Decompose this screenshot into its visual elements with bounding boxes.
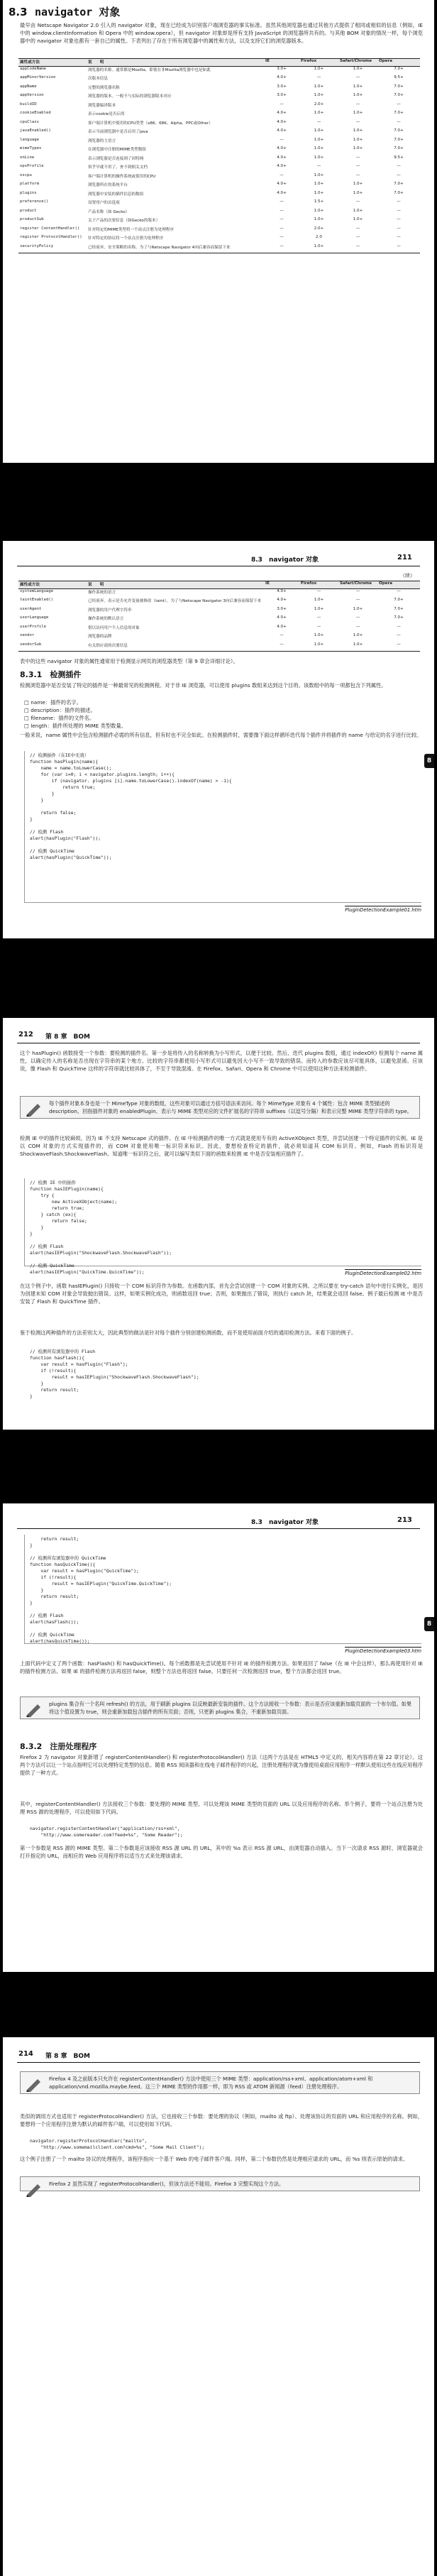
- list-item: □ filename：插件的文件名。: [24, 714, 126, 722]
- table-cell: 1.0+: [314, 93, 324, 97]
- table-cell: 7.0+: [394, 146, 404, 150]
- table-cell: —: [355, 172, 360, 177]
- table-row: [18, 244, 420, 253]
- table-row: [18, 191, 420, 200]
- code-block: // 检测所有浏览器中的 Flash function hasFlash(){ var result = hasPlugin("Flash"); if (!result){ result = hasIEPlugin("ShockwaveFlash.ShockwaveFlash"); } return result; }: [30, 1349, 199, 1399]
- header-chapter: 第 8 章 BOM: [45, 1034, 90, 1041]
- page-number: 214: [18, 2050, 33, 2058]
- table-cell: 1.0+: [353, 128, 363, 133]
- header-chapter: 第 8 章 BOM: [45, 2053, 90, 2060]
- table-cell: 3.0+: [277, 93, 287, 97]
- table-cell: 4.0+: [277, 111, 287, 115]
- table-cell: 表示浏览器是否连接到了因特网: [88, 156, 144, 161]
- paragraph: 第一个参数是 RSS 源的 MIME 类型。第二个参数是应该接收 RSS 源 URL 的 URL，其中的 %s 表示 RSS 源 URL，由浏览器自动插入。当下一次请求 RSS 源时，浏览器就会打开指定的 URL，而相应的 Web 应用程序将以适当方式来处理该请求。: [20, 1845, 423, 1859]
- paragraph: 检测 IE 中的插件比较麻烦，因为 IE 不支持 Netscape 式的插件。在 IE 中检测插件的唯一方式就是使用专有的 ActiveXObject 类型，并尝试创建一个特定插件的实例。IE 是以 COM 对象的方式实现插件的，而 COM 对象使用唯一标识符来标识。因此，要想检查特定的插件，就必须知道其 COM 标识符。例如，Flash 的标识符是 ShockwaveFlash.ShockwaveFlash。知道唯一标识符之后，就可以编写类似下面的函数来检测 IE 中是否安装相应插件了。: [20, 1135, 423, 1157]
- table-row: [18, 217, 420, 226]
- table-cell: —: [355, 624, 360, 629]
- table-row: [18, 67, 420, 76]
- table-row: [18, 102, 420, 111]
- table-cell: —: [280, 208, 284, 213]
- table-cell: —: [397, 633, 401, 637]
- table-cell: 1.0+: [314, 182, 324, 186]
- table-cell: —: [355, 155, 360, 160]
- table-cell: 7.0+: [394, 606, 404, 611]
- paragraph: 这个例子注册了一个 mailto 协议的处理程序，该程序指向一个基于 Web 的电子邮件客户端。同样，第二个参数仍然是处理相应请求的 URL，而 %s 则表示原始的请求。: [20, 2156, 409, 2162]
- table-cell: 1.0+: [353, 146, 363, 150]
- paragraph: 在这个例子中，函数 hasIEPlugin() 只接收一个 COM 标识符作为参数。在函数内部，首先会尝试创建一个 COM 对象的实例。之所以要在 try-catch 语句中进行实例化，是因为创建未知 COM 对象会导致抛出错误。这样，如果实例化成功，则函数返回 true；否则，如果抛出了错误，则执行 catch 块，结果就会返回 false。例子最后检测 IE 中是否安装了 Flash 和 QuickTime 插件。: [20, 1283, 423, 1305]
- table-cell: —: [397, 226, 401, 231]
- table-row: [18, 642, 420, 652]
- table-row: [18, 607, 420, 616]
- after-table-text: 表中的这些 navigator 对象的属性通常用于检测显示网页的浏览器类型（第 9 章会详细讨论）。: [20, 658, 238, 664]
- example-file-name: PluginDetectionExample01.htm: [345, 907, 421, 913]
- table-cell: 7.0+: [394, 190, 404, 195]
- table-cell: 7.0+: [394, 182, 404, 186]
- table-cell: 浏览器的用户代理字符串: [88, 608, 132, 613]
- page-number: 212: [18, 1031, 33, 1038]
- table-cell: —: [397, 208, 401, 213]
- table-row: [18, 182, 420, 191]
- paragraph: 检测浏览器中是否安装了特定的插件是一种最常见的检测例程。对于非 IE 浏览器，可以使用 plugins 数组来达到这个目的。该数组中的每一项都包含下列属性。: [20, 682, 387, 689]
- table-cell: 4.0+: [277, 615, 287, 620]
- continued-label: （续）: [400, 573, 415, 579]
- table-cell: 浏览器的主语言: [88, 138, 116, 143]
- page-1: [3, 0, 434, 463]
- subsection-heading: 8.3.1 检测插件: [20, 670, 82, 679]
- table-cell: onLine: [20, 155, 35, 160]
- table-cell: 2.0+: [314, 226, 324, 231]
- table-row: [18, 84, 420, 94]
- table-header-row: [18, 59, 420, 67]
- running-header: [3, 1029, 434, 1043]
- page-5: [3, 2037, 434, 2576]
- table-cell: 7.0+: [394, 137, 404, 142]
- paragraph: 这个 hasPlugin() 函数接受一个参数：要检测的插件名。第一步是将传入的名称转换为小写形式，以便于比较。然后，迭代 plugins 数组，通过 indexOf() 检测每个 name 属性，以确定传入的名称是否出现在字符串的某个地方。比较的字符串都使用小写形式可以避免因大小写不一致导致的错误。而传入的参数应该尽可能具体，以避免混淆。应该说，像 Flash 和 QuickTime 这样的字符串就比较具体了，不至于导致混淆。在 Firefox、Safari、Opera 和 Chrome 中可以使用这种方法来检测插件。: [20, 1050, 423, 1072]
- table-cell: product: [20, 208, 37, 213]
- table-cell: —: [355, 199, 360, 204]
- table-cell: —: [397, 199, 401, 204]
- column-header: Opera: [377, 59, 420, 67]
- table-cell: 已经废弃。安全策略的名称。为了与Netscape Navigator 4向后兼容而保留下来: [87, 244, 264, 253]
- table-row: [18, 164, 420, 173]
- column-header: Opera: [377, 581, 420, 589]
- table-cell: 1.0+: [353, 190, 363, 195]
- table-cell: 次版本信息: [88, 77, 108, 81]
- table-cell: 7.0+: [394, 84, 404, 89]
- table-row: [18, 120, 420, 129]
- running-header: [3, 552, 434, 566]
- paragraph: 上面代码中定义了两个函数：hasFlash() 和 hasQuickTime()。每个函数都是先尝试使用不针对 IE 的插件检测方法。如果返回了 false（在 IE 中会这样），那么再使用针对 IE 的插件检测方法。如果 IE 的插件检测方法再返回 false，则整个方法也将返回 false。只要任何一次检测返回 true，整个方法都会返回 true。: [20, 1660, 423, 1675]
- table-cell: 7.0+: [394, 111, 404, 115]
- table-row: [18, 199, 420, 209]
- table-cell: 4.0+: [277, 146, 287, 150]
- table-cell: —: [397, 235, 401, 239]
- table-cell: systemLanguage: [20, 589, 54, 593]
- table-cell: —: [397, 119, 401, 124]
- code-block: return result; } // 检测所有浏览器中的 QuickTime function hasQuickTime(){ var result = hasPlugin("QuickTime"); if (!result){ result = hasIEPlugin("QuickTime.QuickTime"); } return result; } // 检测 Flash alert(hasFlash()); // 检测 QuickTime alert(hasQuickTime());: [30, 1536, 172, 1644]
- table-cell: vendor: [20, 633, 35, 637]
- table-cell: appVersion: [20, 93, 44, 97]
- tip-box: Firefox 2 虽然实现了 registerProtocolHandler()，但该方法还不能用。Firefox 3 完整实现这个方法。: [20, 2176, 420, 2191]
- table-cell: 浏览器的品牌: [88, 635, 112, 639]
- paragraph: Firefox 2 为 navigator 对象新增了 registerContentHandler() 和 registerProtocolHandler() 方法（这两个方法是在 HTML5 中定义的，相关内容将在第 22 章讨论）。这两个方法可以让一个站点指明它可以处理特定类型的信息。随着 RSS 阅读器和在线电子邮件程序的兴起，注册处理程序就为像使用桌面应用程序一样默认使用这些在线应用程序提供了一种方式。: [20, 1754, 423, 1776]
- table-cell: userProfile: [20, 624, 47, 629]
- table-cell: 4.0+: [277, 164, 287, 168]
- tip-box: 每个插件对象本身也是一个 MimeType 对象的数组，这些对象可以通过方括号语法来访问。每个 MimeType 对象有 4 个属性：包含 MIME 类型描述的 description、回指插件对象的 enabledPlugin、表示与 MIME 类型对应的文件扩展名的字符串 suffixes（以逗号分隔）和表示完整 MIME 类型字符串的 type。: [20, 1096, 420, 1119]
- table-row: [18, 111, 420, 120]
- table-cell: 1.0+: [353, 606, 363, 611]
- list-item: □ name：插件的名字。: [24, 698, 126, 706]
- table-cell: —: [355, 235, 360, 239]
- table-cell: 1.0+: [314, 598, 324, 602]
- table-cell: register ContentHandler(): [20, 226, 80, 231]
- column-header: 属性或方法: [18, 59, 87, 67]
- table-cell: 有关供应商的次要信息: [87, 642, 264, 652]
- page-2: [3, 541, 434, 938]
- table-cell: 9.5+: [394, 75, 404, 80]
- table-row: [18, 75, 420, 84]
- table-row: [18, 209, 420, 218]
- table-cell: —: [264, 642, 299, 652]
- table-cell: 3.0+: [277, 606, 287, 611]
- table-cell: userAgent: [20, 606, 42, 611]
- column-header: 说 明: [87, 59, 264, 67]
- table-cell: plugins: [20, 190, 37, 195]
- table-cell: 1.0+: [314, 111, 324, 115]
- table-cell: productSub: [20, 217, 44, 221]
- table-cell: 表示当前浏览器中是否启用了Java: [88, 130, 148, 134]
- table-cell: —: [338, 244, 377, 253]
- code-block: navigator.registerProtocolHandler("mailto", "http://www.somemailclient.com?cmd=%s", "Some Mail Client");: [30, 2138, 205, 2150]
- table-header-row: [18, 581, 420, 589]
- table-cell: —: [355, 615, 360, 620]
- intro-paragraph: 最早由 Netscape Navigator 2.0 引入的 navigator 对象，现在已经成为识别客户端浏览器的事实标准。虽然其他浏览器也通过其他方式提供了相同或相似的信息（例如，IE 中的 window.clientInformation 和 Opera 中的 window.opera），但 navigator 对象却是所有支持 JavaScript 的浏览器所共有的。与其他 BOM 对象的情况一样，每个浏览器中的 navigator 对象也都有一套自己的属性。下表列出了存在于所有浏览器中的属性和方法，以及支持它们的浏览器版本。: [20, 22, 423, 44]
- table-cell: —: [355, 102, 360, 106]
- table-cell: 1.0+: [314, 633, 324, 637]
- table-row: [18, 173, 420, 182]
- table-cell: 7.0+: [394, 67, 404, 71]
- table-cell: 1.0+: [314, 155, 324, 160]
- table-row: [18, 235, 420, 244]
- table-cell: 4.0+: [277, 128, 287, 133]
- pencil-note-icon: [25, 2181, 43, 2197]
- table-cell: 浏览器所在的系统平台: [88, 183, 128, 187]
- table-cell: 1.0+: [314, 67, 324, 71]
- table-row: [18, 128, 420, 138]
- table-cell: preference(): [20, 199, 49, 204]
- table-cell: 2.0: [316, 235, 322, 239]
- table-row: [18, 146, 420, 155]
- chapter-tab: 8: [424, 754, 434, 768]
- table-cell: 1.0+: [314, 172, 324, 177]
- table-cell: 4.0+: [277, 155, 287, 160]
- paragraph: 类似的调用方式也适用于 registerProtocolHandler() 方法，它也接收三个参数：要处理的协议（例如，mailto 或 ftp）、处理该协议的页面的 URL 和应用程序的名称。例如，要想将一个应用程序注册为默认的邮件客户端，可以使用如下代码。: [20, 2113, 423, 2127]
- chapter-tab: 8: [424, 1617, 434, 1631]
- table-cell: —: [280, 172, 284, 177]
- table-cell: 针对特定的MIME类型将一个站点注册为处理程序: [88, 227, 175, 232]
- code-block: // 检测 IE 中的插件 function hasIEPlugin(name){ try { new ActiveXObject(name); return true; } catch (ex){ return false; } } // 检测 Flash alert(hasIEPlugin("ShockwaveFlash.ShockwaveFlash")); // 检测 QuickTime alert(hasIEPlugin("QuickTime.QuickTime"));: [30, 1180, 172, 1275]
- table-row: [18, 625, 420, 634]
- table-cell: —: [316, 119, 321, 124]
- table-row: [18, 138, 420, 147]
- table-cell: 浏览器的名称。通常都是Mozilla，即使在非Mozilla浏览器中也是如此: [88, 68, 211, 72]
- table-cell: —: [355, 164, 360, 168]
- table-cell: —: [377, 244, 420, 253]
- table-cell: —: [397, 589, 401, 593]
- table-cell: 1.0+: [314, 190, 324, 195]
- table-cell: 似乎早就不用了。查不到相关文档: [88, 165, 148, 170]
- table-cell: —: [355, 119, 360, 124]
- table-row: [18, 633, 420, 642]
- table-cell: 1.0+: [314, 137, 324, 142]
- table-cell: 1.0+: [314, 208, 324, 213]
- table-cell: securityPolicy: [18, 244, 87, 253]
- list-item: □ length：插件所处理的 MIME 类型数量。: [24, 722, 126, 730]
- section-title: 8.3 navigator 对象: [9, 6, 121, 18]
- table-cell: —: [280, 199, 284, 204]
- code-block: navigator.registerContentHandler("application/rss+xml", "http://www.somereader.com?feed=%s", "Some Reader");: [30, 1826, 183, 1838]
- table-cell: 表示cookie是否启用: [88, 112, 125, 116]
- table-cell: —: [280, 102, 284, 106]
- table-cell: —: [316, 615, 321, 620]
- table-cell: opsProfile: [20, 164, 44, 168]
- table-cell: 1.0+: [314, 146, 324, 150]
- list-item: □ description：插件的描述。: [24, 706, 126, 714]
- table-cell: 1.0+: [314, 606, 324, 611]
- table-cell: 1.0+: [299, 244, 338, 253]
- table-cell: —: [355, 75, 360, 80]
- table-cell: javaEnabled(): [20, 128, 51, 133]
- column-header: 属性或方法: [18, 581, 87, 589]
- table-cell: —: [377, 642, 420, 652]
- table-cell: 4.0+: [277, 119, 287, 124]
- table-cell: appMinorVersion: [20, 75, 56, 80]
- table-cell: 7.0+: [394, 615, 404, 620]
- table-cell: 已经废弃。表示是否允许变量被修改（taint）。为了与Netscape Navigator 3向后兼容而保留下来: [88, 599, 262, 603]
- tip-box: plugins 集合有一个名叫 refresh() 的方法，用于刷新 plugins 以反映最新安装的插件。这个方法接收一个参数：表示是否应该重新加载页面的一个布尔值。如果将这个值设置为 true，则会重新加载包含插件的所有页面；否则，只更新 plugins 集合，不重新加载页面。: [20, 1697, 420, 1719]
- table-cell: 设置用户的首选项: [88, 201, 120, 205]
- header-section: 8.3 navigator 对象: [251, 557, 319, 564]
- column-header: Safari/Chrome: [338, 59, 377, 67]
- plugin-property-list: [24, 698, 126, 730]
- column-header: IE: [264, 59, 299, 67]
- table-cell: —: [280, 137, 284, 142]
- table-cell: —: [355, 589, 360, 593]
- column-header: Firefox: [299, 59, 338, 67]
- navigator-properties-table-continued: [18, 581, 420, 652]
- column-header: 说 明: [87, 581, 264, 589]
- table-cell: appName: [20, 84, 37, 89]
- table-cell: cpuClass: [20, 119, 39, 124]
- table-cell: —: [316, 75, 321, 80]
- table-cell: 4.0+: [277, 190, 287, 195]
- header-section: 8.3 navigator 对象: [251, 1519, 319, 1526]
- table-cell: 操作系统的语言: [88, 591, 116, 595]
- table-cell: 关于产品的次要信息（如Gecko的版本）: [88, 219, 160, 223]
- navigator-properties-table: [18, 58, 420, 253]
- table-cell: 2.0+: [314, 102, 324, 106]
- table-cell: 完整的浏览器名称: [88, 85, 120, 90]
- table-cell: 1.0+: [314, 84, 324, 89]
- running-header: [3, 1515, 434, 1529]
- table-cell: 产品名称（如 Gecko）: [88, 209, 130, 214]
- table-cell: —: [280, 226, 284, 231]
- table-cell: 3.0+: [277, 67, 287, 71]
- table-cell: —: [397, 624, 401, 629]
- running-header: [3, 2049, 434, 2063]
- table-cell: 操作系统的默认语言: [88, 617, 124, 621]
- table-cell: userLanguage: [20, 615, 49, 620]
- table-cell: 1.0+: [353, 67, 363, 71]
- table-cell: register ProtocolHandler(): [20, 235, 82, 239]
- table-cell: 1.5+: [314, 199, 324, 204]
- table-row: [18, 226, 420, 236]
- tip-box: Firefox 4 及之前版本只允许在 registerContentHandler() 方法中使用三个 MIME 类型：application/rss+xml、application/atom+xml 和 application/vnd.mozilla.maybe.feed。这三个 MIME 类型的作用都一样，即为 RSS 或 ATOM 新闻源（feed）注册处理程序。: [20, 2071, 420, 2094]
- pencil-note-icon: [25, 1701, 43, 1717]
- table-cell: taintEnabled(): [20, 598, 54, 602]
- table-cell: 9.5+: [394, 155, 404, 160]
- table-cell: —: [316, 589, 321, 593]
- table-row: [18, 93, 420, 102]
- table-cell: 1.0+: [353, 208, 363, 213]
- table-cell: 4.0+: [277, 624, 287, 629]
- table-cell: 7.0+: [394, 128, 404, 133]
- page-number: 213: [397, 1516, 412, 1524]
- table-cell: 1.0+: [353, 137, 363, 142]
- table-cell: 3.0+: [277, 84, 287, 89]
- table-cell: 1.0+: [353, 633, 363, 637]
- pencil-note-icon: [25, 1101, 43, 1117]
- table-cell: —: [280, 217, 284, 221]
- column-header: Safari/Chrome: [338, 581, 377, 589]
- table-cell: —: [280, 235, 284, 239]
- table-row: [18, 589, 420, 598]
- table-cell: —: [355, 598, 360, 602]
- table-cell: appCodeName: [20, 67, 47, 71]
- example-file-name: PluginDetectionExample02.htm: [345, 1271, 421, 1276]
- table-cell: platform: [20, 182, 39, 186]
- table-cell: 客户端计算机中使用的CPU类型（x86、68K、Alpha、PPC或Other）: [88, 121, 213, 126]
- table-row: [18, 155, 420, 165]
- table-cell: 借以访问用户个人信息的对象: [88, 625, 140, 630]
- table-cell: 1.0+: [314, 217, 324, 221]
- table-cell: 客户端计算机的操作系统或使用的CPU: [88, 174, 156, 179]
- table-row: [18, 598, 420, 607]
- paragraph: 其中，registerContentHandler() 方法接收三个参数：要处理的 MIME 类型、可以处理该 MIME 类型的页面的 URL 以及应用程序的名称。举个例子，要将一个站点注册为处理 RSS 源的处理程序，可以使用如下代码。: [20, 1801, 423, 1815]
- page-4: [3, 1503, 434, 1972]
- table-cell: —: [264, 244, 299, 253]
- table-cell: 在浏览器中注册的MIME类型数组: [88, 148, 146, 152]
- table-cell: 4.0+: [277, 598, 287, 602]
- column-header: IE: [264, 581, 299, 589]
- table-cell: —: [397, 164, 401, 168]
- table-cell: —: [316, 164, 321, 168]
- table-cell: —: [397, 217, 401, 221]
- page-3: [3, 1018, 434, 1430]
- table-cell: 1.0+: [353, 93, 363, 97]
- example-file-name: PluginDetectionExample03.htm: [345, 1648, 421, 1654]
- page-number: 211: [397, 554, 412, 561]
- subsection-heading: 8.3.2 注册处理程序: [20, 1742, 97, 1751]
- table-cell: —: [397, 172, 401, 177]
- table-cell: —: [355, 226, 360, 231]
- table-cell: —: [280, 633, 284, 637]
- table-cell: mimeTypes: [20, 146, 42, 150]
- column-header: Firefox: [299, 581, 338, 589]
- paragraph: 一般来说，name 属性中会包含检测插件必需的所有信息，但有时也不完全如此。在检测插件时，需要像下面这样循环迭代每个插件并将插件的 name 与给定的名字进行比较。: [20, 732, 422, 738]
- table-cell: —: [397, 102, 401, 106]
- table-cell: 浏览器的版本。一般不与实际的浏览器版本对应: [88, 94, 172, 99]
- table-cell: 浏览器中安装的插件信息的数组: [88, 192, 144, 197]
- table-cell: 针对特定的协议将一个站点注册为处理程序: [88, 236, 164, 241]
- table-cell: buildID: [20, 102, 37, 106]
- table-cell: —: [316, 624, 321, 629]
- table-cell: 1.0+: [353, 111, 363, 115]
- table-cell: cookieEnabled: [20, 111, 51, 115]
- table-cell: 浏览器编译版本: [88, 103, 116, 108]
- table-cell: 7.0+: [394, 598, 404, 602]
- table-cell: 4.0+: [277, 182, 287, 186]
- table-cell: 4.0+: [277, 75, 287, 80]
- table-cell: 4.0+: [277, 589, 287, 593]
- table-cell: 7.0+: [394, 93, 404, 97]
- pencil-note-icon: [25, 2076, 43, 2092]
- table-cell: 1.0+: [299, 642, 338, 652]
- table-row: [18, 615, 420, 625]
- code-block: // 检测插件（在IE中无效） function hasPlugin(name){ name = name.toLowerCase(); for (var i=0; i < navigator.plugins.length; i++){ if (navigator. plugins [i].name.toLowerCase().indexOf(name) > -1){ return true; } } return false; } // 检测 Flash alert(hasPlugin("Flash")); // 检测 QuickTime alert(hasPlugin("QuickTime"));: [30, 752, 232, 860]
- table-cell: 1.0+: [353, 217, 363, 221]
- table-cell: 1.0+: [353, 182, 363, 186]
- table-cell: language: [20, 137, 39, 142]
- table-cell: 1.0+: [338, 642, 377, 652]
- table-cell: vendorSub: [18, 642, 87, 652]
- table-cell: oscpu: [20, 172, 32, 177]
- paragraph: 鉴于检测这两种插件的方法差别太大，因此典型的做法是针对每个插件分别创建检测函数，而不是使用前面介绍的通用检测方法。来看下面的例子。: [20, 1330, 357, 1336]
- table-cell: 1.0+: [314, 128, 324, 133]
- table-cell: 1.0+: [353, 84, 363, 89]
